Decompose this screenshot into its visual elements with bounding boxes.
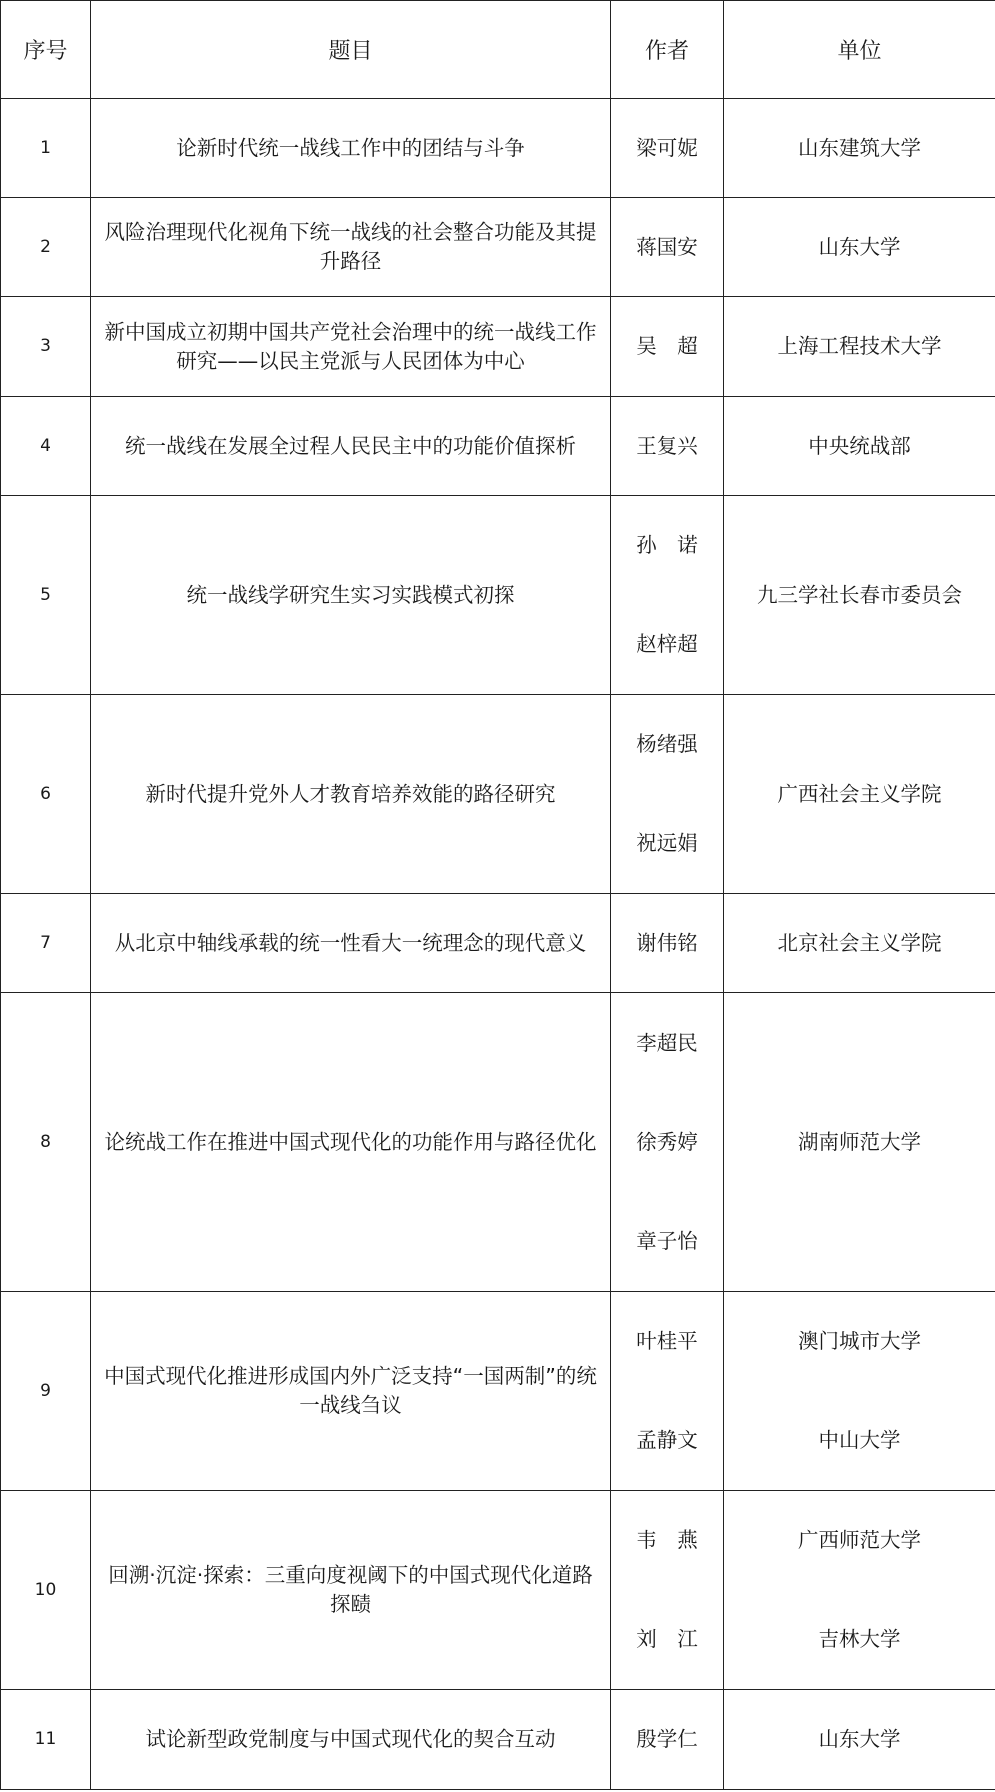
row-author: 叶桂平	[636, 1329, 698, 1354]
row-title: 论统战工作在推进中国式现代化的功能作用与路径优化	[104, 1129, 597, 1154]
row-author: 韦 燕	[636, 1528, 698, 1553]
row-unit: 湖南师范大学	[798, 1129, 921, 1154]
row-unit: 广西社会主义学院	[777, 781, 942, 806]
row-author-stack	[611, 994, 723, 1291]
row-number: 9	[1, 1292, 91, 1491]
row-author-stack	[611, 199, 723, 296]
row-author-cell	[611, 993, 724, 1292]
row-title: 中国式现代化推进形成国内外广泛支持“一国两制”的统一战线刍议	[104, 1364, 597, 1417]
row-author: 祝远娟	[636, 830, 698, 855]
row-title-cell	[91, 894, 611, 993]
row-author-cell	[611, 894, 724, 993]
table-row	[1, 894, 995, 993]
row-title: 风险治理现代化视角下统一战线的社会整合功能及其提升路径	[104, 220, 597, 273]
row-author-stack	[611, 1492, 723, 1689]
row-unit: 中山大学	[818, 1427, 901, 1452]
row-title: 新中国成立初期中国共产党社会治理中的统一战线工作研究——以民主党派与人民团体为中心	[104, 319, 597, 373]
row-author: 赵梓超	[636, 631, 698, 656]
table-row	[1, 397, 995, 496]
row-unit-cell	[724, 1292, 995, 1491]
row-unit: 北京社会主义学院	[777, 930, 942, 955]
row-title-cell	[91, 198, 611, 297]
row-unit: 九三学社长春市委员会	[757, 582, 962, 607]
row-author-cell	[611, 99, 724, 198]
row-unit-stack	[724, 398, 995, 495]
row-unit-cell	[724, 1491, 995, 1690]
row-title: 新时代提升党外人才教育培养效能的路径研究	[145, 781, 556, 806]
row-unit-cell	[724, 496, 995, 695]
row-title-cell	[91, 993, 611, 1292]
row-author-stack	[611, 497, 723, 694]
row-title: 从北京中轴线承载的统一性看大一统理念的现代意义	[114, 930, 587, 955]
row-author-cell	[611, 297, 724, 397]
row-title: 回溯·沉淀·探索：三重向度视阈下的中国式现代化道路探赜	[108, 1563, 593, 1616]
header-author: 作者	[611, 1, 724, 99]
table-row	[1, 496, 995, 695]
row-number: 5	[1, 496, 91, 695]
row-number: 8	[1, 993, 91, 1292]
row-unit: 山东大学	[818, 1727, 901, 1751]
row-unit-stack	[724, 994, 995, 1291]
row-author: 李超民	[636, 1030, 698, 1055]
row-title-cell	[91, 297, 611, 397]
row-author-stack	[611, 895, 723, 992]
row-author-cell	[611, 1491, 724, 1690]
row-author-stack	[611, 1293, 723, 1490]
row-unit: 山东大学	[818, 234, 901, 259]
row-author-cell	[611, 397, 724, 496]
table-row	[1, 297, 995, 397]
table-row	[1, 99, 995, 198]
header-row	[1, 1, 995, 99]
row-title: 论新时代统一战线工作中的团结与斗争	[176, 135, 525, 160]
row-author: 殷学仁	[636, 1727, 698, 1751]
row-number: 11	[1, 1690, 91, 1790]
row-unit-cell	[724, 695, 995, 894]
table-row	[1, 198, 995, 297]
row-author: 章子怡	[636, 1228, 698, 1253]
header-title: 题目	[91, 1, 611, 99]
table-row	[1, 1690, 995, 1790]
row-number: 10	[1, 1491, 91, 1690]
table-row	[1, 1292, 995, 1491]
row-author-cell	[611, 695, 724, 894]
row-author-cell	[611, 496, 724, 695]
row-unit-stack	[724, 1691, 995, 1789]
row-unit: 上海工程技术大学	[777, 334, 942, 358]
row-unit-cell	[724, 297, 995, 397]
row-author: 杨绪强	[636, 732, 698, 757]
row-author-stack	[611, 398, 723, 495]
row-unit-cell	[724, 397, 995, 496]
row-unit-stack	[724, 497, 995, 694]
row-title-cell	[91, 99, 611, 198]
row-title-cell	[91, 1292, 611, 1491]
table-row	[1, 993, 995, 1292]
row-title-cell	[91, 1690, 611, 1790]
row-unit-stack	[724, 696, 995, 893]
row-number: 3	[1, 297, 91, 397]
row-author: 谢伟铭	[636, 930, 698, 955]
row-unit-cell	[724, 894, 995, 993]
row-unit-stack	[724, 100, 995, 197]
row-unit: 澳门城市大学	[798, 1329, 921, 1354]
row-unit-cell	[724, 99, 995, 198]
row-author-stack	[611, 696, 723, 893]
row-number: 6	[1, 695, 91, 894]
row-unit: 中央统战部	[808, 433, 911, 458]
row-author-stack	[611, 298, 723, 396]
row-unit-stack	[724, 1293, 995, 1490]
row-author: 梁可妮	[636, 135, 698, 160]
row-author-cell	[611, 198, 724, 297]
row-unit-cell	[724, 198, 995, 297]
row-author: 吴 超	[636, 334, 698, 358]
row-author: 孙 诺	[636, 533, 698, 558]
row-unit: 吉林大学	[818, 1626, 901, 1651]
row-author: 徐秀婷	[636, 1129, 698, 1154]
row-author-cell	[611, 1292, 724, 1491]
row-unit: 山东建筑大学	[798, 135, 921, 160]
row-title: 试论新型政党制度与中国式现代化的契合互动	[145, 1727, 556, 1751]
row-unit-cell	[724, 993, 995, 1292]
table-row	[1, 1491, 995, 1690]
row-author: 王复兴	[636, 433, 698, 458]
row-author-cell	[611, 1690, 724, 1790]
row-number: 4	[1, 397, 91, 496]
row-author: 孟静文	[636, 1427, 698, 1452]
row-title-cell	[91, 1491, 611, 1690]
row-unit-stack	[724, 298, 995, 396]
table-row	[1, 695, 995, 894]
row-title: 统一战线在发展全过程人民民主中的功能价值探析	[125, 433, 576, 458]
header-unit: 单位	[724, 1, 995, 99]
row-author-stack	[611, 100, 723, 197]
row-author: 蒋国安	[636, 234, 698, 259]
row-unit: 广西师范大学	[798, 1528, 921, 1553]
table-body	[1, 99, 995, 1790]
row-title-cell	[91, 397, 611, 496]
row-unit-stack	[724, 1492, 995, 1689]
row-title-cell	[91, 496, 611, 695]
row-number: 2	[1, 198, 91, 297]
row-author-stack	[611, 1691, 723, 1789]
row-number: 7	[1, 894, 91, 993]
header-num: 序号	[1, 1, 91, 99]
row-unit-stack	[724, 895, 995, 992]
row-title-cell	[91, 695, 611, 894]
row-title: 统一战线学研究生实习实践模式初探	[186, 582, 515, 607]
row-unit-cell	[724, 1690, 995, 1790]
row-number: 1	[1, 99, 91, 198]
row-author: 刘 江	[636, 1626, 698, 1651]
row-unit-stack	[724, 199, 995, 296]
